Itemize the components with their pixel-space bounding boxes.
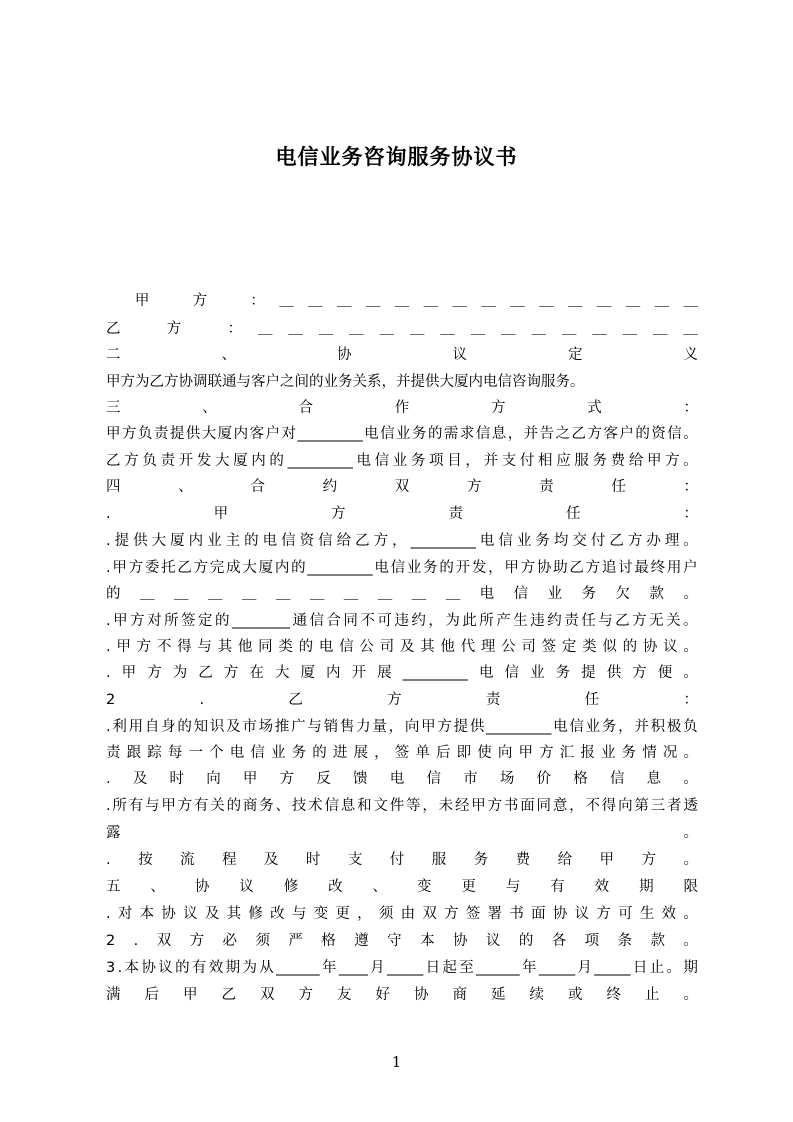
- text-line: . 对 本 协 议 及 其 修 改 与 变 更 ， 须 由 双 方 签 署 书 面 协 议 方 可 生 效 。: [106, 906, 698, 922]
- text-line: 四 、 合 约 双 方 责 任 ：: [106, 479, 698, 495]
- text-line: . 甲 方 委 托 乙 方 完 成 大 厦 内 的 _________ 电 信 业 务 的 开 发 ， 甲 方 协 助 乙 方 追 讨 最 终 用 户: [106, 560, 698, 576]
- text-line: 露 。: [106, 825, 698, 841]
- text-line: 的 ＿ ＿ ＿ ＿ ＿ ＿ ＿ ＿ ＿ ＿ 电 信 业 务 欠 款 。: [106, 586, 698, 602]
- text-line: 3 . 本 协 议 的 有 效 期 为 从 ______ 年 ____ 月 _____ 日 起 至 ______ 年 _____ 月 _____ 日 止 。 期: [106, 960, 698, 976]
- document-title: 电信业务咨询服务协议书: [275, 145, 518, 169]
- text-line: . 按 流 程 及 时 支 付 服 务 费 给 甲 方 。: [106, 852, 698, 868]
- text-line: . 及 时 向 甲 方 反 馈 电 信 市 场 价 格 信 息 。: [106, 771, 698, 787]
- text-line: . 提 供 大 厦 内 业 主 的 电 信 资 信 给 乙 方 ， _________ 电 信 业 务 均 交 付 乙 方 办 理 。: [106, 533, 698, 549]
- text-line: 乙 方 负 责 开 发 大 厦 内 的 _________ 电 信 业 务 项 目 ， 并 支 付 相 应 服 务 费 给 甲 方 。: [106, 453, 698, 469]
- text-line: . 所 有 与 甲 方 有 关 的 商 务 、 技 术 信 息 和 文 件 等 ， 未 经 甲 方 书 面 同 意 ， 不 得 向 第 三 者 透: [106, 798, 698, 814]
- text-line: 甲 方 负 责 提 供 大 厦 内 客 户 对 _________ 电 信 业 务 的 需 求 信 息 ， 并 告 之 乙 方 客 户 的 资 信 。: [106, 426, 698, 442]
- text-line: 满 后 甲 乙 双 方 友 好 协 商 延 续 或 终 止 。: [106, 987, 698, 1003]
- text-line: 甲方为乙方协调联通与客户之间的业务关系，并提供大厦内电信咨询服务。: [106, 374, 585, 390]
- text-line: 三 、 合 作 方 式 ：: [106, 400, 698, 416]
- text-line: 乙 方 ： ＿ ＿ ＿ ＿ ＿ ＿ ＿ ＿ ＿ ＿ ＿ ＿ ＿ ＿ ＿: [106, 321, 698, 337]
- text-line: 2 . 双 方 必 须 严 格 遵 守 本 协 议 的 各 项 条 款 。: [106, 933, 698, 949]
- page-number: 1: [391, 1053, 402, 1071]
- text-line: . 甲 方 对 所 签 定 的 ________ 通 信 合 同 不 可 违 约 ， 为 此 所 产 生 违 约 责 任 与 乙 方 无 关 。: [106, 613, 698, 629]
- text-line: 五 、 协 议 修 改 、 变 更 与 有 效 期 限: [106, 879, 698, 895]
- text-line: . 甲 方 责 任 ：: [106, 506, 698, 522]
- text-line: 二 、 协 议 定 义: [106, 347, 698, 363]
- text-line: 2 . 乙 方 责 任 ：: [106, 692, 698, 708]
- text-line: 甲 方 ： ＿ ＿ ＿ ＿ ＿ ＿ ＿ ＿ ＿ ＿ ＿ ＿ ＿ ＿ ＿: [134, 293, 698, 309]
- text-line: . 利 用 自 身 的 知 识 及 市 场 推 广 与 销 售 力 量 ， 向 甲 方 提 供 _________ 电 信 业 务 ， 并 积 极 负: [106, 719, 698, 735]
- text-line: . 甲 方 为 乙 方 在 大 厦 内 开 展 _________ 电 信 业 务 提 供 方 便 。: [106, 665, 698, 681]
- text-line: . 甲 方 不 得 与 其 他 同 类 的 电 信 公 司 及 其 他 代 理 公 司 签 定 类 似 的 协 议 。: [106, 639, 698, 655]
- text-line: 责 跟 踪 每 一 个 电 信 业 务 的 进 展 ， 签 单 后 即 使 向 甲 方 汇 报 业 务 情 况 。: [106, 745, 698, 761]
